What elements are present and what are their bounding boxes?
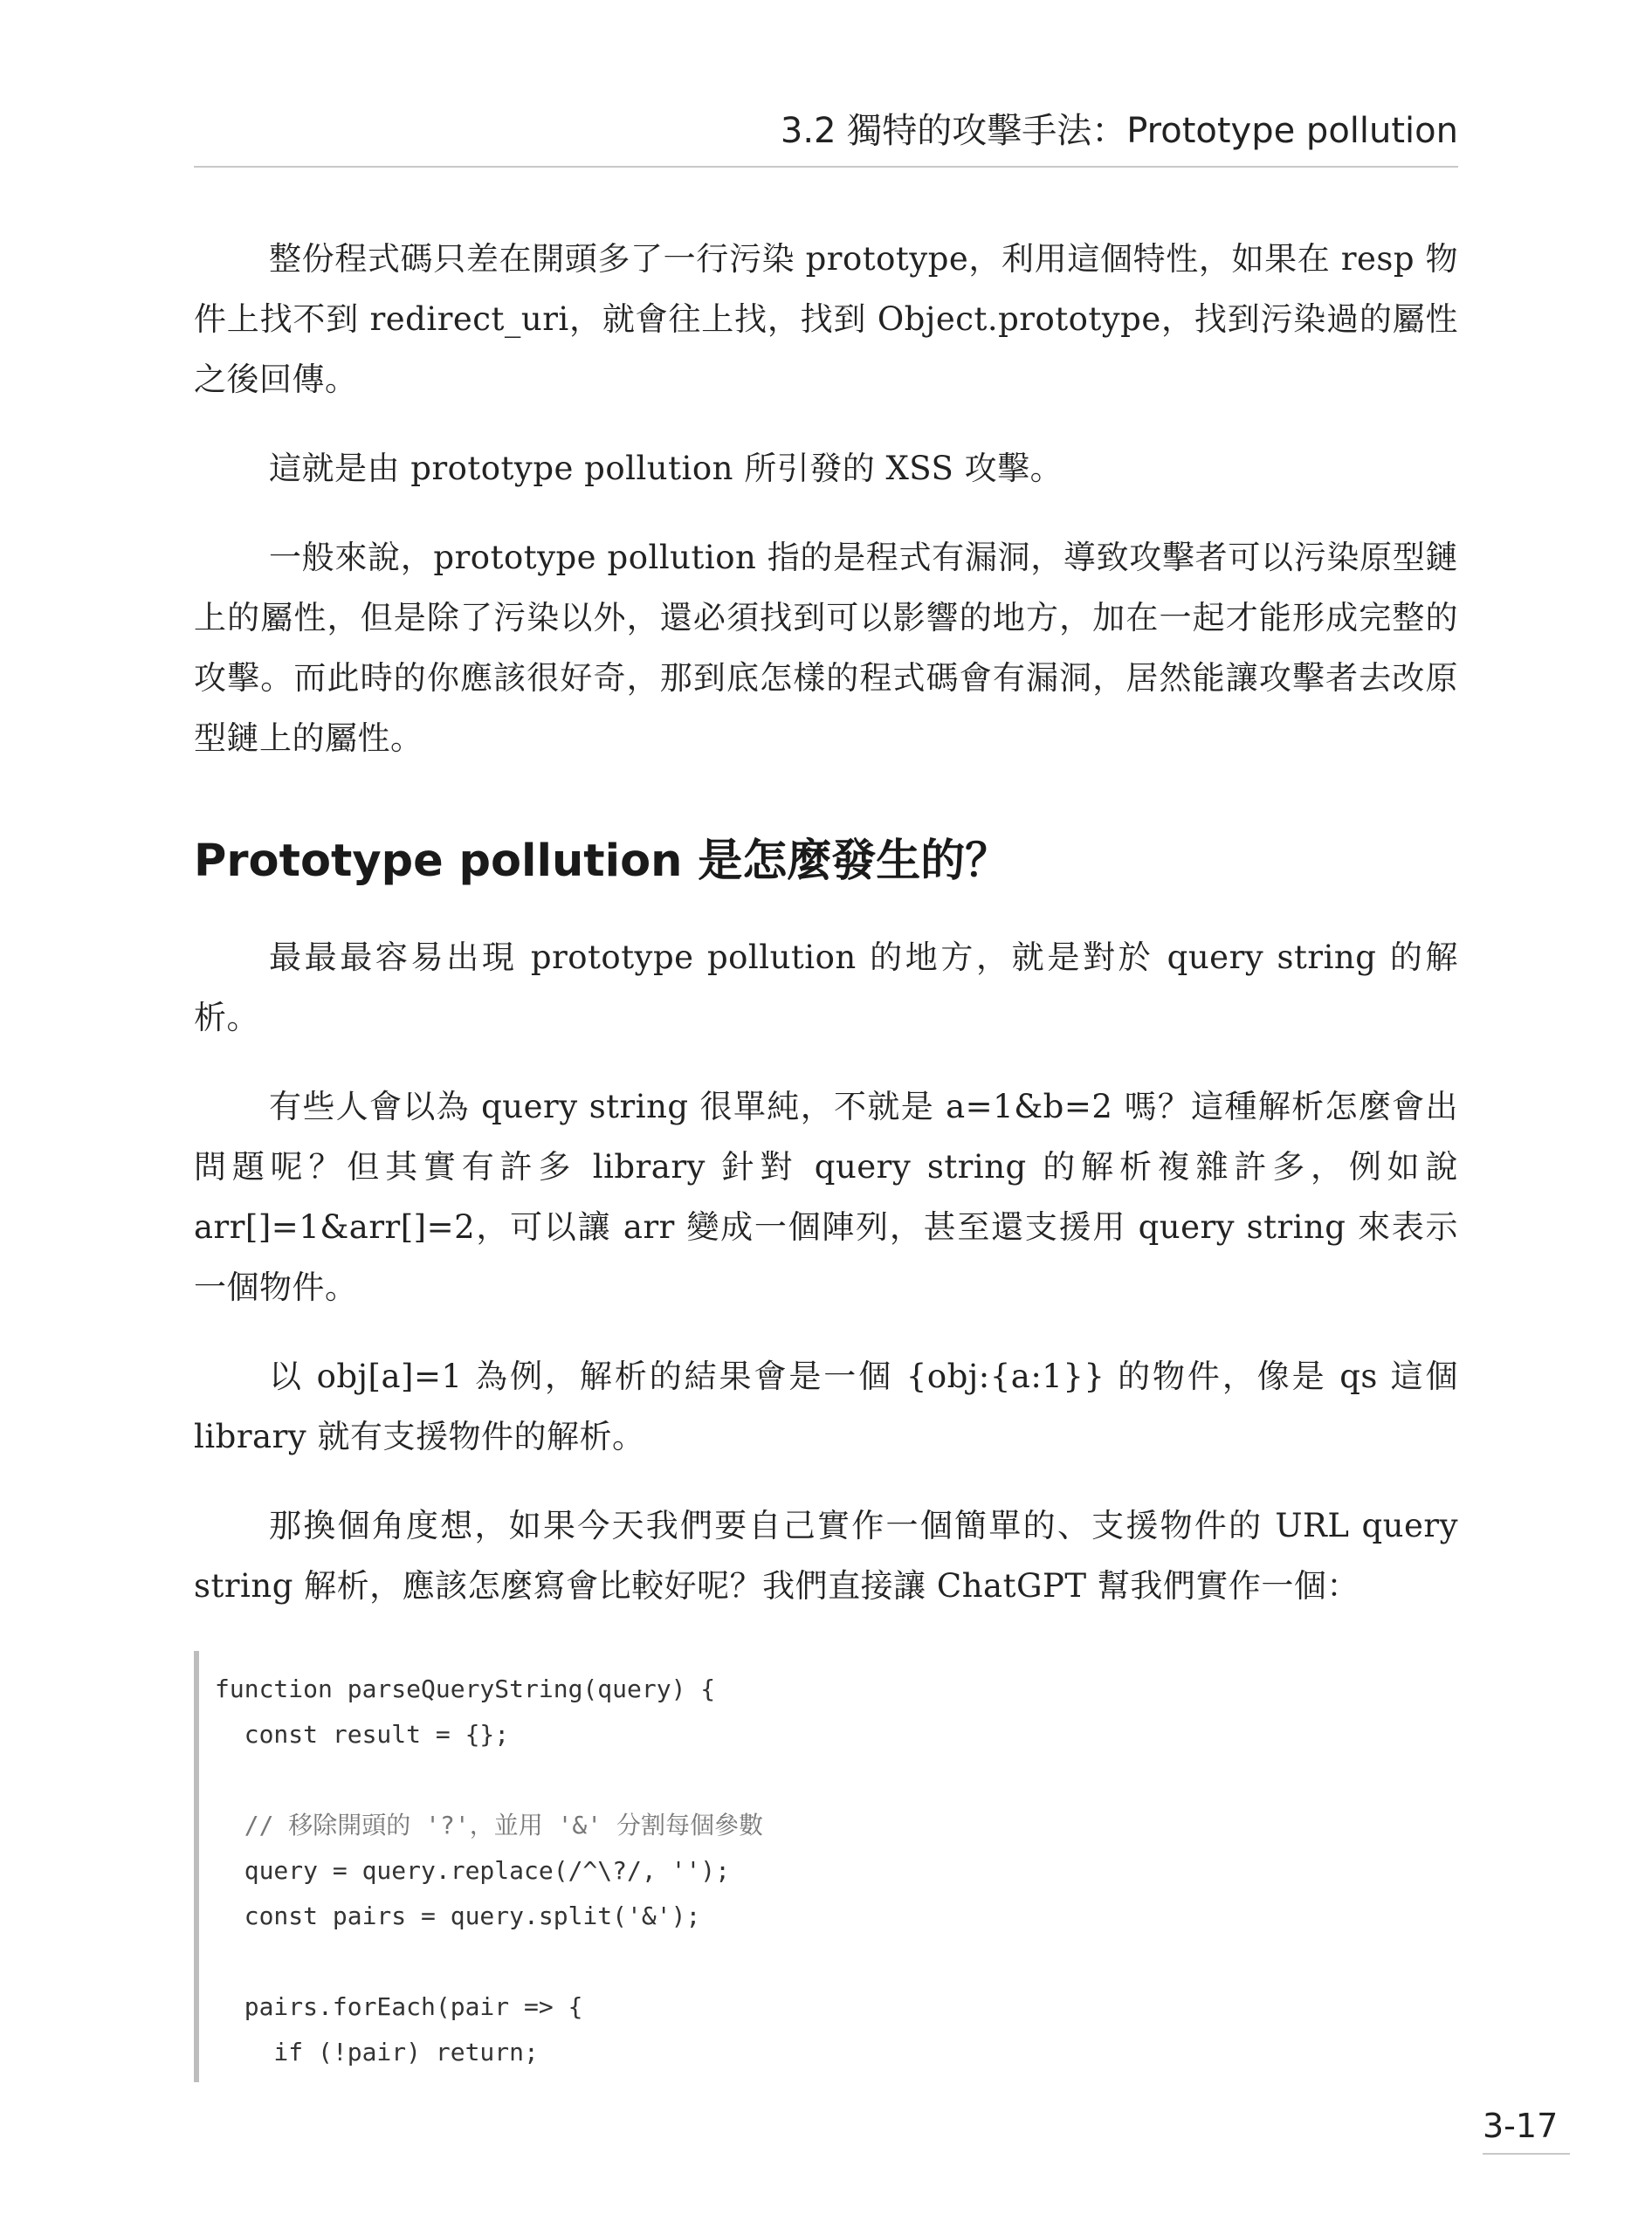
paragraph: 這就是由 prototype pollution 所引發的 XSS 攻擊。 bbox=[269, 450, 1063, 487]
page-content bbox=[194, 229, 1458, 2082]
code-line: query = query.replace(/^\?/, ''); bbox=[215, 1856, 731, 1885]
running-header: 3.2 獨特的攻擊手法：Prototype pollution bbox=[194, 105, 1458, 168]
code-line: const result = {}; bbox=[215, 1720, 510, 1749]
code-line bbox=[215, 1757, 1458, 1803]
code-line: function parseQueryString(query) { bbox=[215, 1675, 716, 1703]
paragraph: 最最最容易出現 prototype pollution 的地方，就是對於 query string 的解析。 bbox=[194, 939, 1458, 1036]
paragraph: 以 obj[a]=1 為例，解析的結果會是一個 {obj:{a:1}} 的物件，像是 qs 這個 library 就有支援物件的解析。 bbox=[194, 1358, 1458, 1455]
code-comment-line: // 移除開頭的 '?'，並用 '&' 分割每個參數 bbox=[215, 1811, 764, 1840]
code-line: const pairs = query.split('&'); bbox=[215, 1901, 701, 1930]
code-line bbox=[215, 1939, 1458, 1984]
section-heading: Prototype pollution 是怎麼發生的？ bbox=[194, 836, 1010, 887]
paragraph: 整份程式碼只差在開頭多了一行污染 prototype，利用這個特性，如果在 resp 物件上找不到 redirect_uri，就會往上找，找到 Object.prototype，找到污染過的屬性之後回傳。 bbox=[194, 240, 1458, 398]
paragraph: 一般來說，prototype pollution 指的是程式有漏洞，導致攻擊者可以污染原型鏈上的屬性，但是除了污染以外，還必須找到可以影響的地方，加在一起才能形成完整的攻擊。而此時的你應該很好奇，那到底怎樣的程式碼會有漏洞，居然能讓攻擊者去改原型鏈上的屬性。 bbox=[194, 539, 1458, 757]
code-block bbox=[194, 1651, 1458, 2082]
page-number: 3-17 bbox=[1483, 2104, 1570, 2155]
code-line: if (!pair) return; bbox=[215, 2038, 539, 2067]
paragraph: 有些人會以為 query string 很單純，不就是 a=1&b=2 嗎？這種解析怎麼會出問題呢？但其實有許多 library 針對 query string 的解析複雜許多，例如說 arr[]=1&arr[]=2，可以讓 arr 變成一個陣列，甚至還支援用 query string 來表示一個物件。 bbox=[194, 1088, 1458, 1306]
code-line: pairs.forEach(pair => { bbox=[215, 1992, 583, 2021]
paragraph: 那換個角度想，如果今天我們要自己實作一個簡單的、支援物件的 URL query string 解析，應該怎麼寫會比較好呢？我們直接讓 ChatGPT 幫我們實作一個： bbox=[194, 1507, 1458, 1605]
